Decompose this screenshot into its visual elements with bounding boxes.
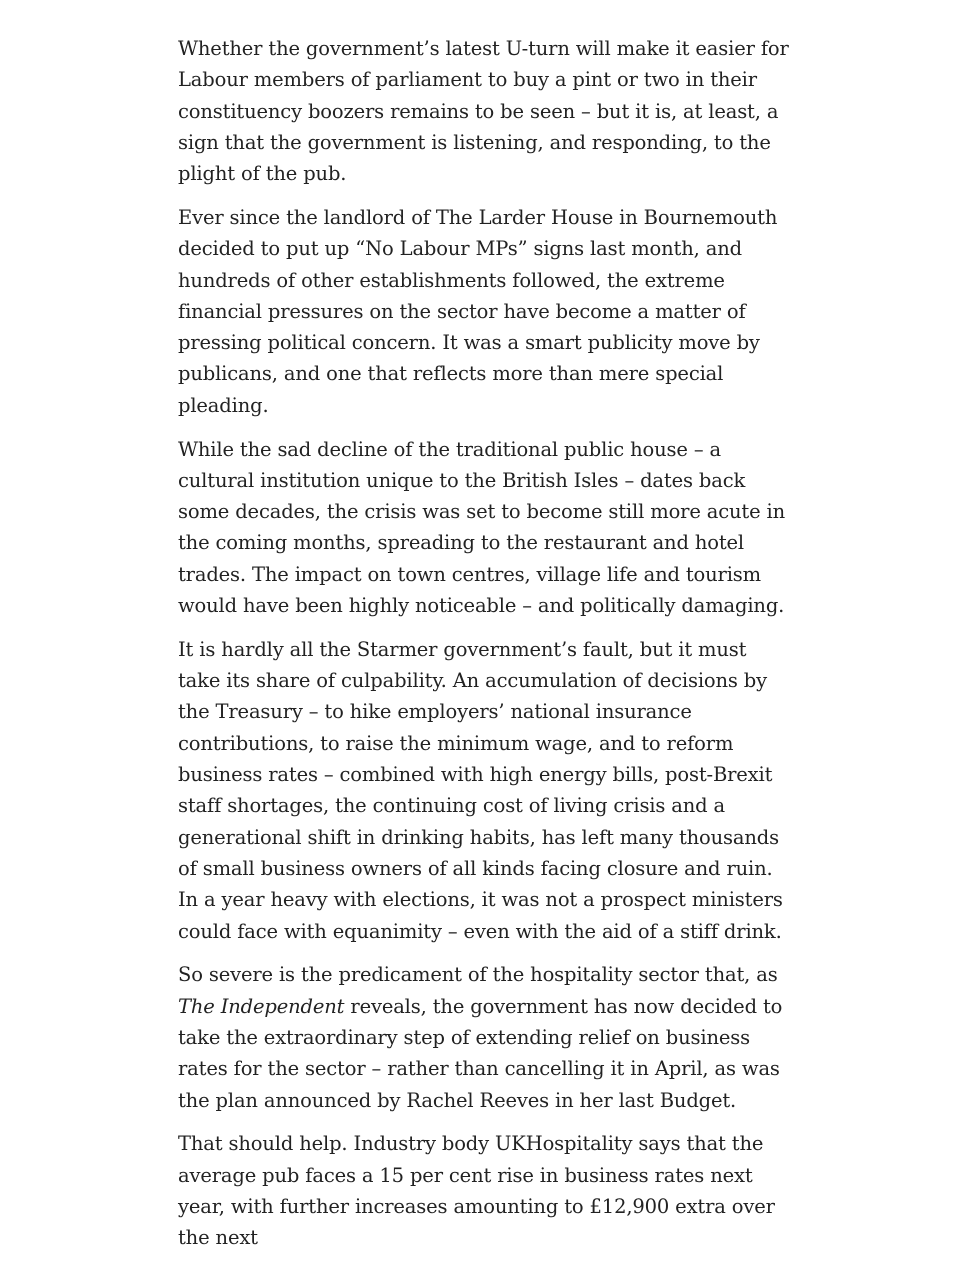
paragraph-pub-u-turn: Whether the government’s latest U-turn will make it easier for Labour members of parliament to buy a pint or two in their constituency boozers remains to be seen – but it is, at least, a sign that the government is listening, and responding, to the plight of the pub. — [178, 37, 789, 186]
paragraph-no-labour-mps-signs: Ever since the landlord of The Larder House in Bournemouth decided to put up “No Labour MPs” signs last month, and hundreds of other establishments followed, the extreme financial pressures on the sector have become a matter of pressing political concern. It was a smart publicity move by publicans, and one that reflects more than mere special pleading. — [178, 205, 778, 417]
paragraph-ukhospitality-figures: That should help. Industry body UKHospitality says that the average pub faces a 15 per cent rise in business rates next year, with further increases amounting to £12,900 extra over the next — [178, 1132, 775, 1250]
publication-name: The Independent — [178, 994, 345, 1018]
paragraph-text-before: So severe is the predicament of the hospitality sector that, as — [178, 963, 778, 987]
paragraph-text-after: reveals, the government has now decided to take the extraordinary step of extending relief on business rates for the sector – rather than cancelling it in April, as was the plan announced by Rachel Reeves in her last Budget. — [178, 994, 783, 1112]
article-body — [178, 33, 790, 1266]
paragraph-business-rates-relief — [178, 959, 790, 1115]
paragraph-government-culpability: It is hardly all the Starmer government’s fault, but it must take its share of culpability. An accumulation of decisions by the Treasury – to hike employers’ national insurance contributions, to raise the minimum wage, and to reform business rates – combined with high energy bills, post-Brexit staff shortages, the continuing cost of living crisis and a generational shift in drinking habits, has left many thousands of small business owners of all kinds facing closure and ruin. In a year heavy with elections, it was not a prospect ministers could face with equanimity – even with the aid of a stiff drink. — [178, 637, 783, 943]
paragraph-decline-of-pubs: While the sad decline of the traditional public house – a cultural institution unique to the British Isles – dates back some decades, the crisis was set to become still more acute in the coming months, spreading to the restaurant and hotel trades. The impact on town centres, village life and tourism would have been highly noticeable – and politically damaging. — [178, 437, 786, 618]
